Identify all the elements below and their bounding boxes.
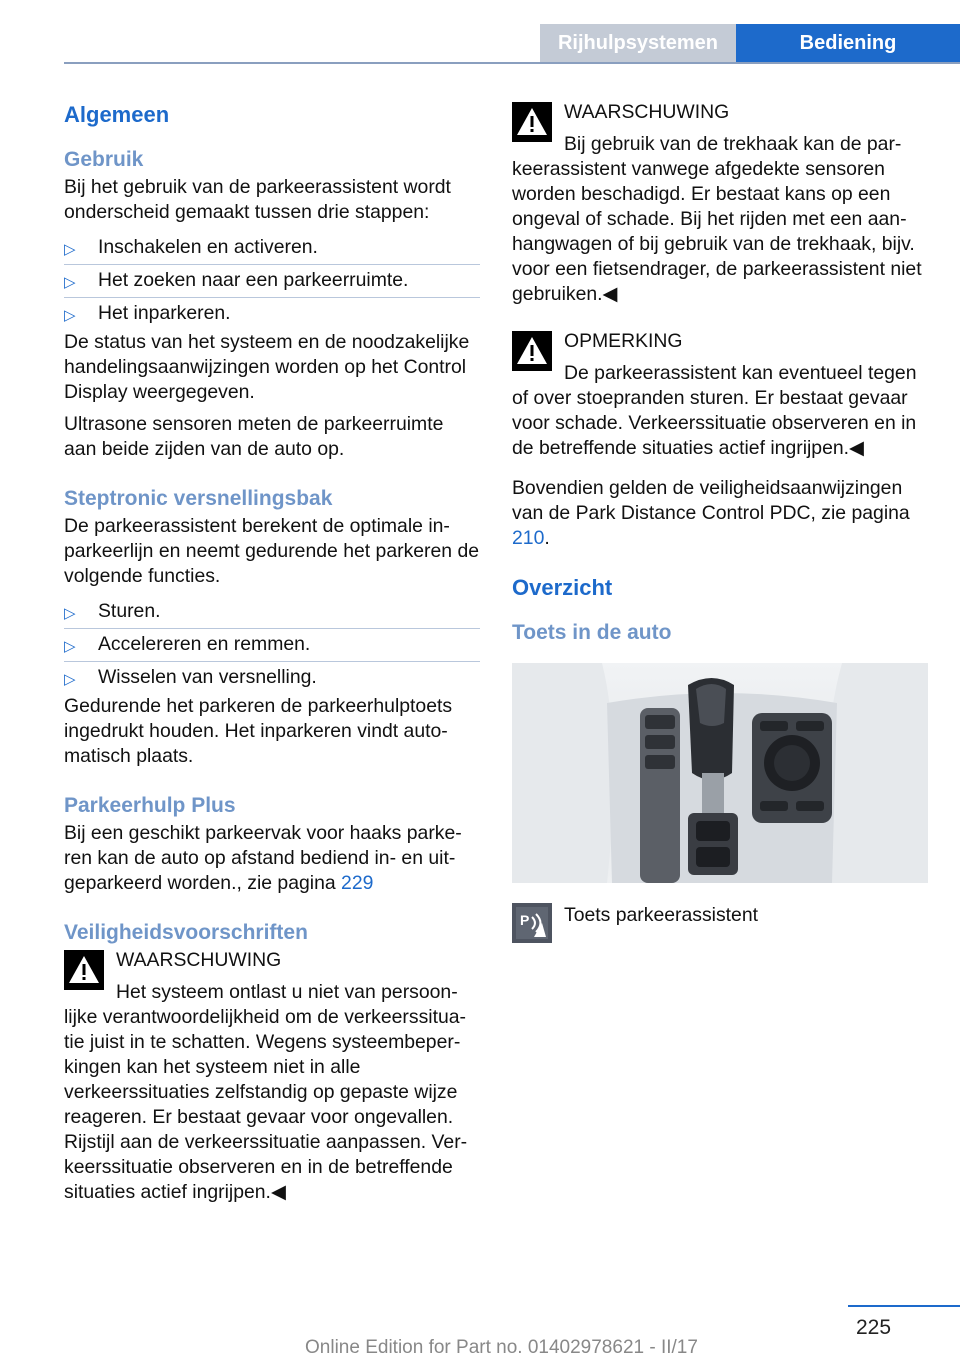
edition-note: Online Edition for Part no. 01402978621 - II/17: [305, 1337, 698, 1358]
warning-block: [512, 100, 928, 307]
heading-steptronic: Steptronic versnellingsbak: [64, 487, 333, 510]
triangle-bullet-icon: ▷: [64, 638, 76, 655]
note-title: OPMERKING: [564, 330, 683, 352]
key-legend: [512, 903, 928, 943]
heading-toets: Toets in de auto: [512, 621, 672, 644]
page-link-210[interactable]: 210: [512, 527, 545, 549]
triangle-bullet-icon: ▷: [64, 671, 76, 688]
header-section-tab: Rijhulpsystemen: [540, 24, 736, 62]
heading-veiligheid: Veiligheidsvoorschriften: [64, 921, 308, 944]
right-column: [512, 100, 928, 943]
warning-triangle-icon: [512, 331, 552, 371]
triangle-bullet-icon: ▷: [64, 605, 76, 622]
heading-overzicht: Overzicht: [512, 575, 613, 600]
steps-list: [64, 232, 480, 330]
list-item: ▷ Inschakelen en activeren.: [64, 232, 480, 265]
page-number: 225: [856, 1316, 892, 1339]
header-chapter-tab: Bediening: [736, 24, 960, 62]
warning-text: Het systeem ontlast u niet van persoonlijke verantwoordelijkheid om de verkeerssituatie juist in te schatten. Wegens systeembeperkingen kan het systeem niet in alle verkeerssituaties zelfstandig op gepaste wijze reageren. Er bestaat gevaar voor ongevallen. Rijstijl aan de verkeerssituatie aanpassen. Verkeerssituatie observeren en in de betreffende situaties actief ingrijpen.◀: [64, 981, 468, 1203]
paragraph-gebruik: Bij het gebruik van de parkeerassistent wordt onderscheid gemaakt tussen drie stappen:: [64, 176, 451, 223]
list-item: ▷ Het zoeken naar een parkeerruimte.: [64, 265, 480, 298]
footer-rule: [848, 1305, 960, 1307]
heading-parkeerhulp-plus: Parkeerhulp Plus: [64, 794, 236, 817]
paragraph-gedurende: Gedurende het parkeren de parkeerhulptoets ingedrukt houden. Het inparkeren vindt automatisch plaats.: [64, 695, 453, 767]
paragraph-status: De status van het systeem en de noodzakelijke handelingsaanwijzingen worden op het Control Display weergegeven.: [64, 331, 470, 403]
paragraph-parkeerhulp-plus: Bij een geschikt parkeervak voor haaks parkeren kan de auto op afstand bediend in- en uitgeparkeerd worden., zie pagina 229: [64, 822, 462, 894]
warning-text: Bij gebruik van de trekhaak kan de parkeerassistent vanwege afgedekte sensoren worden beschadigd. Er bestaat kans op een ongeval of schade. Bij het rijden met een aanhangwagen of bij gebruik van de trekhaak, bijv. voor een fietsendrager, de parkeerassistent niet gebruiken.◀: [512, 133, 922, 305]
heading-algemeen: Algemeen: [64, 102, 170, 127]
paragraph-bovendien: Bovendien gelden de veiligheidsaanwijzingen van de Park Distance Control PDC, zie pagina 210.: [512, 477, 910, 549]
list-item: ▷ Wisselen van versnelling.: [64, 662, 480, 694]
console-illustration: [512, 663, 928, 883]
paragraph-ultrasone: Ultrasone sensoren meten de parkeerruimte aan beide zijden van de auto op.: [64, 413, 444, 460]
warning-triangle-icon: [64, 950, 104, 990]
page-link-229[interactable]: 229: [341, 872, 374, 894]
functions-list: [64, 596, 480, 694]
warning-triangle-icon: [512, 102, 552, 142]
list-item: ▷ Accelereren en remmen.: [64, 629, 480, 662]
warning-block: [64, 948, 480, 1205]
note-text: De parkeerassistent kan eventueel tegen of over stoepranden sturen. Er bestaat gevaar voor schade. Verkeerssituatie observeren en in de betreffende situaties actief ingrijpen.◀: [512, 362, 917, 459]
header-rule: [64, 62, 960, 64]
heading-gebruik: Gebruik: [64, 148, 144, 171]
warning-title: WAARSCHUWING: [116, 949, 282, 971]
left-column: [64, 100, 480, 1205]
triangle-bullet-icon: ▷: [64, 241, 76, 258]
key-label: Toets parkeerassistent: [564, 904, 758, 926]
center-console-photo: [512, 663, 928, 883]
triangle-bullet-icon: ▷: [64, 307, 76, 324]
list-item: ▷ Het inparkeren.: [64, 298, 480, 330]
triangle-bullet-icon: ▷: [64, 274, 76, 291]
svg-text:P: P: [520, 912, 530, 928]
paragraph-steptronic: De parkeerassistent berekent de optimale inparkeerlijn en neemt gedurende het parkeren de volgende functies.: [64, 515, 480, 587]
park-assist-icon: [512, 903, 552, 943]
warning-title: WAARSCHUWING: [564, 101, 730, 123]
list-item: ▷ Sturen.: [64, 596, 480, 629]
note-block: [512, 329, 928, 461]
